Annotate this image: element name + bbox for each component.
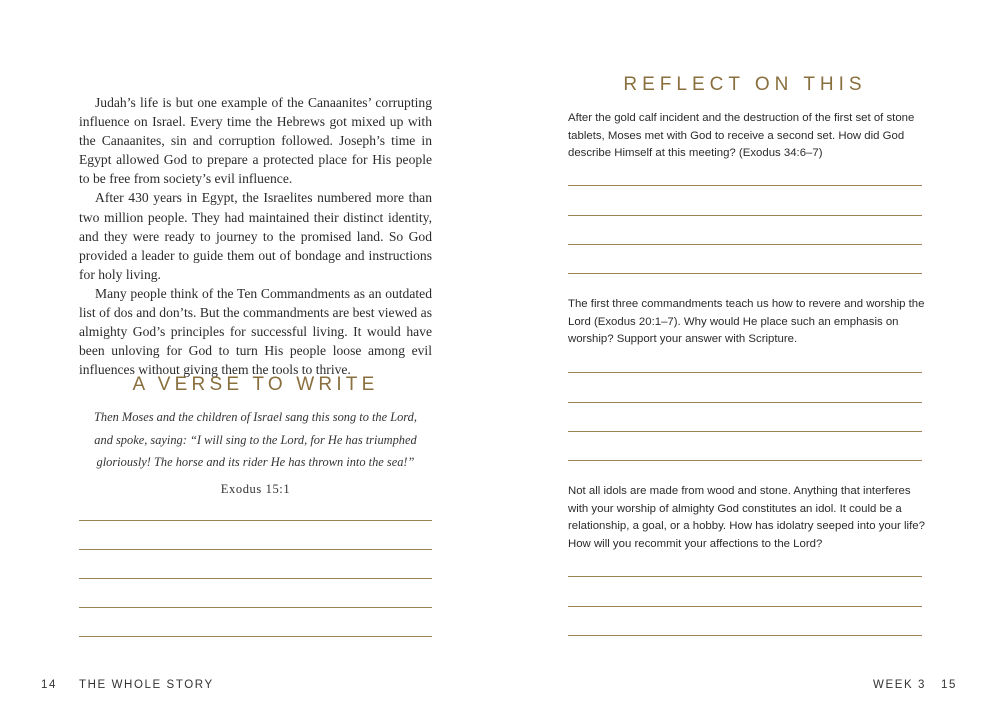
answer-line[interactable] [568,576,922,577]
verse-writing-line[interactable] [79,607,432,608]
body-paragraph: Judah’s life is but one example of the Canaanites’ corrupting influence on Israel. Every time the Hebrews got mixed up with the Canaanites, sin and corruption followed. Joseph’s time in Egypt allowed God to prepare a protected place for His people to be free from society’s evil influence. [79,95,432,187]
verse-text [79,406,432,474]
answer-line[interactable] [568,431,922,432]
answer-line[interactable] [568,635,922,636]
answer-line[interactable] [568,185,922,186]
footer-page-number: 15 [941,679,957,691]
verse-writing-line[interactable] [79,520,432,521]
reflection-question: After the gold calf incident and the destruction of the first set of stone tablets, Moses met with God to receive a second set. How did God describe Himself at this meeting? (Exodus 34:6–7) [568,112,915,160]
footer-book-title: THE WHOLE STORY [79,679,214,691]
verse-writing-line[interactable] [79,549,432,550]
verse-line: and spoke, saying: “I will sing to the Lord, for He has triumphed [94,432,417,447]
verse-line: Then Moses and the children of Israel sang this song to the Lord, [94,410,417,424]
footer-page-number: 14 [41,679,57,691]
answer-line[interactable] [568,606,922,607]
answer-line[interactable] [568,460,922,461]
answer-line[interactable] [568,402,922,403]
verse-writing-line[interactable] [79,578,432,579]
verse-reference: Exodus 15:1 [220,482,291,496]
reflection-question: Not all idols are made from wood and stone. Anything that interferes with your worship of almighty God constitutes an idol. It could be a relationship, a goal, or a hobby. How has idolatry seeped into your life? How will you recommit your affections to the Lord? [568,485,925,550]
verse-writing-line[interactable] [79,636,432,637]
answer-line[interactable] [568,244,922,245]
answer-line[interactable] [568,372,922,373]
footer-week: WEEK 3 [873,679,927,691]
verse-line: gloriously! The horse and its rider He has thrown into the sea!” [96,455,415,470]
reflection-question: The first three commandments teach us how to revere and worship the Lord (Exodus 20:1–7). Why would He place such an emphasis on worship? Support your answer with Scripture. [568,298,925,346]
answer-line[interactable] [568,273,922,274]
body-text [79,93,432,379]
verse-heading: A VERSE TO WRITE [132,374,379,395]
body-paragraph: Many people think of the Ten Commandments as an outdated list of dos and don’ts. But the commandments are best viewed as almighty God’s principles for successful living. It would have been unloving for God to turn His people loose among evil influences without giving them the tools to thrive. [79,285,432,378]
answer-line[interactable] [568,215,922,216]
body-paragraph: After 430 years in Egypt, the Israelites numbered more than two million people. They had maintained their distinct identity, and they were ready to journey to the promised land. So God provided a leader to guide them out of bondage and instructions for holy living. [79,190,432,282]
reflect-heading: REFLECT ON THIS [623,74,867,95]
